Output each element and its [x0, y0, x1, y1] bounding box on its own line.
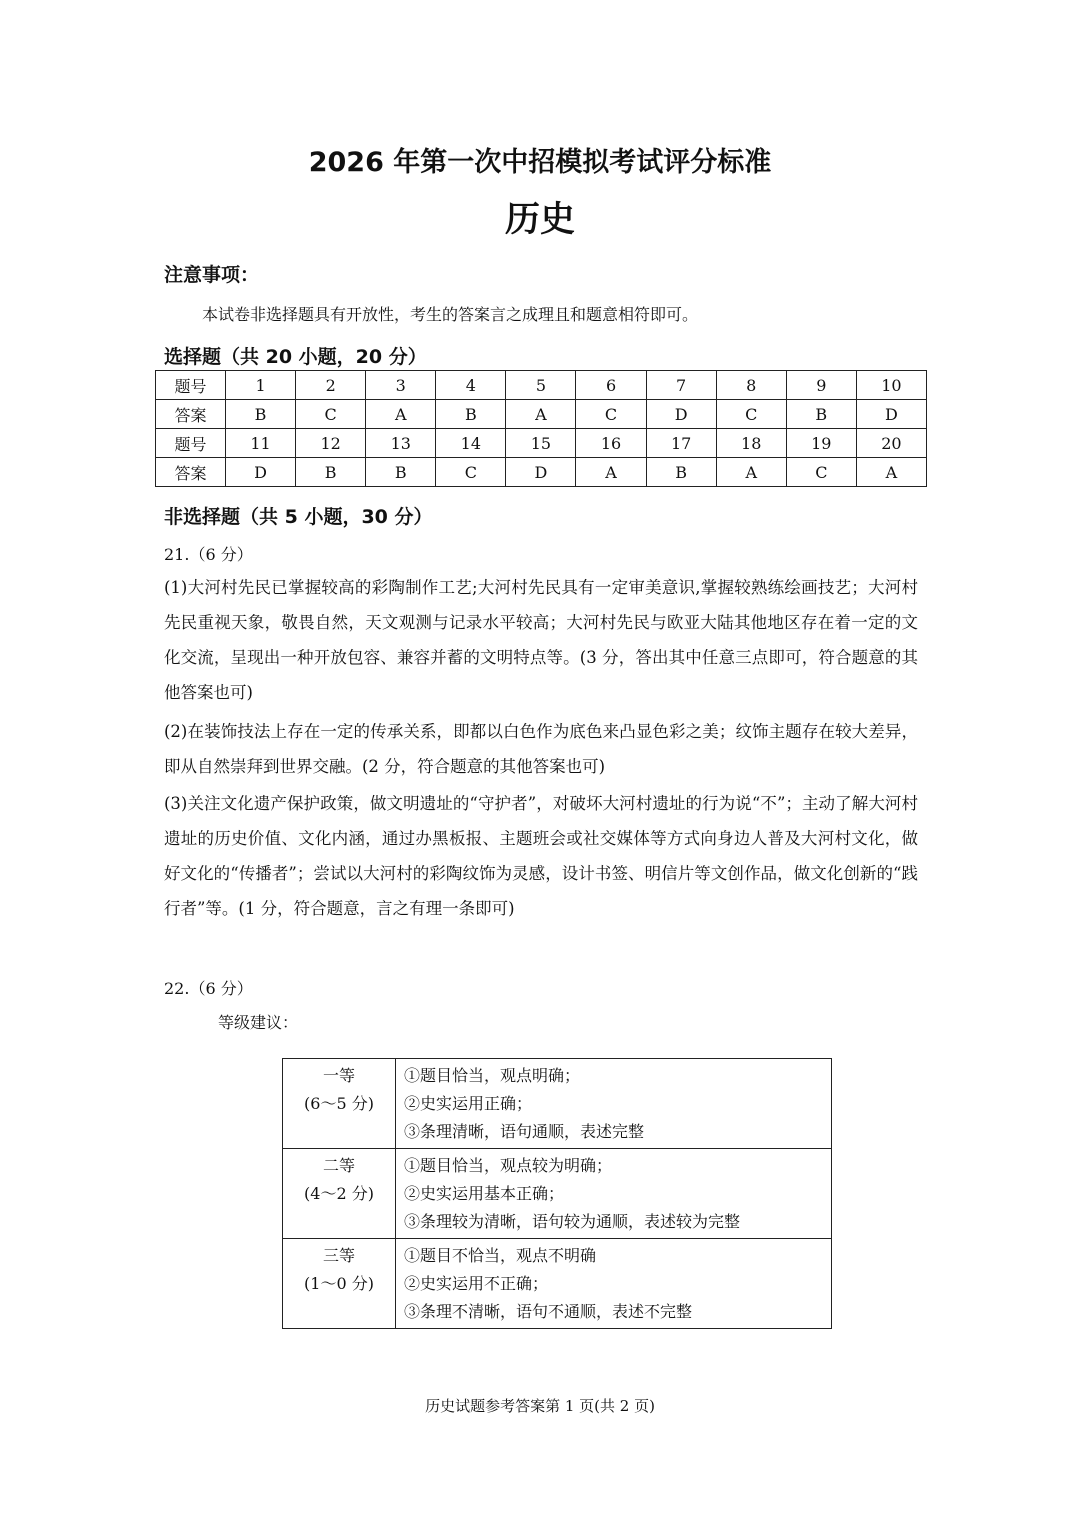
- mc-table-row: [156, 429, 927, 458]
- mc-row-label: 答案: [156, 458, 226, 487]
- mc-table-cell: 1: [226, 371, 296, 400]
- mc-table-cell: B: [436, 400, 506, 429]
- mc-table-cell: B: [646, 458, 716, 487]
- mc-row-label: 答案: [156, 400, 226, 429]
- q21-answer-part3: (3)关注文化遗产保护政策，做文明遗址的“守护者”，对破坏大河村遗址的行为说“不”；主动了解大河村遗址的历史价值、文化内涵，通过办黑板报、主题班会或社交媒体等方式向身边人普及大河村文化，做好文化的“传播者”；尝试以大河村的彩陶纹饰为灵感，设计书签、明信片等文创作品，做文化创新的“践行者”等。(1 分，符合题意，言之有理一条即可): [164, 794, 918, 918]
- grade-criteria-cell: [396, 1239, 832, 1329]
- non-multiple-choice-heading: 非选择题（共 5 小题，30 分）: [164, 506, 433, 528]
- notice-text: 本试卷非选择题具有开放性，考生的答案言之成理且和题意相符即可。: [202, 305, 699, 324]
- mc-table-cell: A: [506, 400, 576, 429]
- q22-label: 22.（6 分）: [164, 979, 253, 998]
- mc-table-cell: 10: [856, 371, 926, 400]
- mc-row-label: 题号: [156, 429, 226, 458]
- grade-level-cell: [283, 1239, 396, 1329]
- grade-level-cell: [283, 1059, 396, 1149]
- grade-intro: 等级建议：: [218, 1013, 299, 1032]
- mc-table-cell: B: [366, 458, 436, 487]
- page-footer: 历史试题参考答案第 1 页(共 2 页): [425, 1397, 655, 1415]
- mc-row-label: 题号: [156, 371, 226, 400]
- mc-table-cell: A: [576, 458, 646, 487]
- grade-row: [283, 1149, 832, 1239]
- subject-title: 历史: [504, 200, 575, 240]
- mc-table-cell: 16: [576, 429, 646, 458]
- grade-criterion: ②史实运用正确；: [404, 1094, 533, 1113]
- grade-criterion: ①题目恰当，观点明确；: [404, 1066, 581, 1085]
- grade-criterion: ②史实运用基本正确；: [404, 1184, 565, 1203]
- mc-table-cell: 3: [366, 371, 436, 400]
- mc-table-cell: A: [716, 458, 786, 487]
- mc-table-cell: 8: [716, 371, 786, 400]
- mc-table-cell: 17: [646, 429, 716, 458]
- grade-level: 二等: [322, 1156, 355, 1175]
- mc-table-cell: 13: [366, 429, 436, 458]
- mc-table-cell: D: [646, 400, 716, 429]
- q21-answer-part1: (1)大河村先民已掌握较高的彩陶制作工艺;大河村先民具有一定审美意识,掌握较熟练绘画技艺；大河村先民重视天象，敬畏自然，天文观测与记录水平较高；大河村先民与欧亚大陆其他地区存在着一定的文化交流，呈现出一种开放包容、兼容并蓄的文明特点等。(3 分，答出其中任意三点即可，符合题意的其他答案也可): [164, 578, 918, 702]
- mc-table-cell: D: [506, 458, 576, 487]
- grade-criterion: ③条理不清晰，语句不通顺，表述不完整: [404, 1302, 693, 1321]
- grade-criterion: ②史实运用不正确；: [404, 1274, 549, 1293]
- mc-table-cell: 12: [296, 429, 366, 458]
- q21-answer-part2: (2)在装饰技法上存在一定的传承关系，即都以白色作为底色来凸显色彩之美；纹饰主题存在较大差异，即从自然崇拜到世界交融。(2 分，符合题意的其他答案也可): [164, 722, 918, 776]
- grade-level: 三等: [322, 1246, 355, 1265]
- mc-table-cell: C: [716, 400, 786, 429]
- grade-criterion: ③条理较为清晰，语句较为通顺，表述较为完整: [404, 1212, 741, 1231]
- mc-table-cell: 19: [786, 429, 856, 458]
- mc-table-cell: B: [226, 400, 296, 429]
- notice-heading: 注意事项：: [164, 264, 260, 286]
- mc-table-cell: C: [576, 400, 646, 429]
- page-title: 2026 年第一次中招模拟考试评分标准: [308, 147, 772, 178]
- mc-table-cell: 9: [786, 371, 856, 400]
- grade-score-range: (1～0 分): [304, 1274, 374, 1293]
- grade-score-range: (4～2 分): [304, 1184, 374, 1203]
- q21-label: 21.（6 分）: [164, 545, 253, 564]
- mc-table-cell: 15: [506, 429, 576, 458]
- mc-table-cell: C: [786, 458, 856, 487]
- multiple-choice-heading: 选择题（共 20 小题，20 分）: [164, 346, 427, 368]
- mc-table-cell: A: [366, 400, 436, 429]
- mc-table-cell: 6: [576, 371, 646, 400]
- grade-level-cell: [283, 1149, 396, 1239]
- mc-table-cell: D: [226, 458, 296, 487]
- mc-table-cell: 5: [506, 371, 576, 400]
- mc-table-cell: 14: [436, 429, 506, 458]
- grade-row: [283, 1059, 832, 1149]
- mc-table-cell: D: [856, 400, 926, 429]
- mc-table-cell: 11: [226, 429, 296, 458]
- mc-table-row: [156, 400, 927, 429]
- mc-table-cell: 4: [436, 371, 506, 400]
- grade-criterion: ①题目不恰当，观点不明确: [404, 1246, 597, 1265]
- mc-table-cell: C: [436, 458, 506, 487]
- grade-criteria-cell: [396, 1059, 832, 1149]
- mc-table-cell: C: [296, 400, 366, 429]
- mc-table-row: [156, 458, 927, 487]
- grade-criteria-cell: [396, 1149, 832, 1239]
- mc-table-cell: 18: [716, 429, 786, 458]
- multiple-choice-answer-table: [155, 370, 927, 487]
- mc-table-cell: B: [786, 400, 856, 429]
- mc-table-cell: B: [296, 458, 366, 487]
- mc-table-cell: 20: [856, 429, 926, 458]
- grade-criterion: ③条理清晰，语句通顺，表述完整: [404, 1122, 645, 1141]
- grade-criterion: ①题目恰当，观点较为明确；: [404, 1156, 613, 1175]
- grade-row: [283, 1239, 832, 1329]
- mc-table-cell: A: [856, 458, 926, 487]
- grading-criteria-table: [282, 1058, 832, 1329]
- mc-table-row: [156, 371, 927, 400]
- grade-level: 一等: [322, 1066, 355, 1085]
- grade-score-range: (6～5 分): [304, 1094, 374, 1113]
- mc-table-cell: 2: [296, 371, 366, 400]
- mc-table-cell: 7: [646, 371, 716, 400]
